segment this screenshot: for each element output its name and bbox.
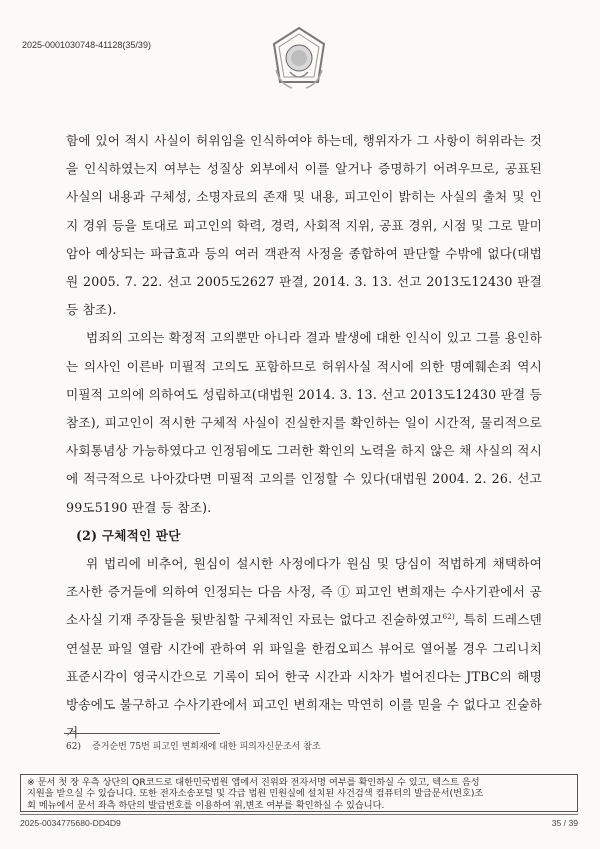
judgment-body [66, 127, 542, 747]
paragraph-text-part2: , 특히 드레스덴 연설문 파일 열람 시간에 관하여 위 파일을 한컴오피스 뷰어로 열어볼 경우 그리니치 표준시각이 영국시간으로 기록이 되어 한국 시간과 시차가 벌어진다는 JTBC의 해명방송에도 불구하고 수사기관에서 피고인 변희재는 막연히 이를 믿을 수 없다고 진술하거 [66, 612, 542, 741]
notice-line-2: 지원을 받으실 수 있습니다. 또한 전자소송포털 및 각급 법원 민원실에 설치된 사건검색 컴퓨터의 발급문서(번호)조 [27, 788, 484, 800]
section-heading: (2) 구체적인 판단 [76, 527, 181, 543]
paragraph-intent-doctrine: 범죄의 고의는 확정적 고의뿐만 아니라 결과 발생에 대한 인식이 있고 그를 용인하는 의사인 이른바 미필적 고의도 포함하므로 허위사실 적시에 의한 명예훼손죄 역시 미필적 고의에 의하여도 성립하고(대법원 2014. 3. 13. 선고 2013도12430 판결 등 참조), 피고인이 적시한 구체적 사실이 진실한지를 확인하는 일이 시간적, 물리적으로 사회통념상 가능하였다고 인정됨에도 그러한 확인의 노력을 하지 않은 채 사실의 적시에 적극적으로 나아갔다면 미필적 고의를 인정할 수 있다(대법원 2004. 2. 26. 선고 99도5190 판결 등 참조). [66, 330, 542, 515]
paragraph-legal-standard: 함에 있어 적시 사실이 허위임을 인식하여야 하는데, 행위자가 그 사항이 허위라는 것을 인식하였는지 여부는 성질상 외부에서 이를 알거나 증명하기 어려우므로, 공표된 사실의 내용과 구체성, 소명자료의 존재 및 내용, 피고인이 밝히는 사실의 출처 및 인지 경위 등을 토대로 피고인의 학력, 경력, 사회적 지위, 공표 경위, 시점 및 그로 말미암아 예상되는 파급효과 등의 여러 객관적 사정을 종합하여 판단할 수밖에 없다(대법원 2005. 7. 22. 선고 2005도2627 판결, 2014. 3. 13. 선고 2013도12430 판결 등 참조). [66, 133, 542, 318]
page-number: 35 / 39 [551, 818, 578, 828]
footnote-number: 62) [66, 742, 81, 752]
notice-line-1: ※ 문서 첫 장 우측 상단의 QR코드로 대한민국법원 앱에서 진위와 전자서명 여부를 확인하실 수 있고, 텍스트 음성 [27, 777, 480, 788]
court-seal-emblem [268, 22, 330, 94]
page-footer [20, 814, 578, 828]
verification-notice [20, 774, 578, 812]
paragraph-specific-judgment [66, 550, 542, 747]
footnote [66, 739, 321, 752]
footnote-reference[interactable]: 62) [442, 613, 455, 622]
paragraph-text-part1: 위 법리에 비추어, 원심이 설시한 사정에다가 원심 및 당심이 적법하게 채택하여 조사한 증거들에 의하여 인정되는 다음 사정, 즉 ① 피고인 변희재는 수사기관에서 공소사실 기재 주장들을 뒷받침할 구체적인 자료는 없다고 진술하였고 [66, 556, 542, 628]
issue-number: 2025-0034775680-DD4D9 [20, 818, 121, 828]
footnote-divider [64, 733, 220, 734]
document-id: 2025-0001030748-41128(35/39) [22, 40, 151, 50]
footnote-text: 증거순번 75번 피고인 변희재에 대한 피의자신문조서 참조 [92, 742, 321, 752]
notice-line-3: 회 메뉴에서 문서 좌측 하단의 발급번호를 이용하여 위,변조 여부를 확인하실 수 있습니다. [27, 799, 385, 811]
